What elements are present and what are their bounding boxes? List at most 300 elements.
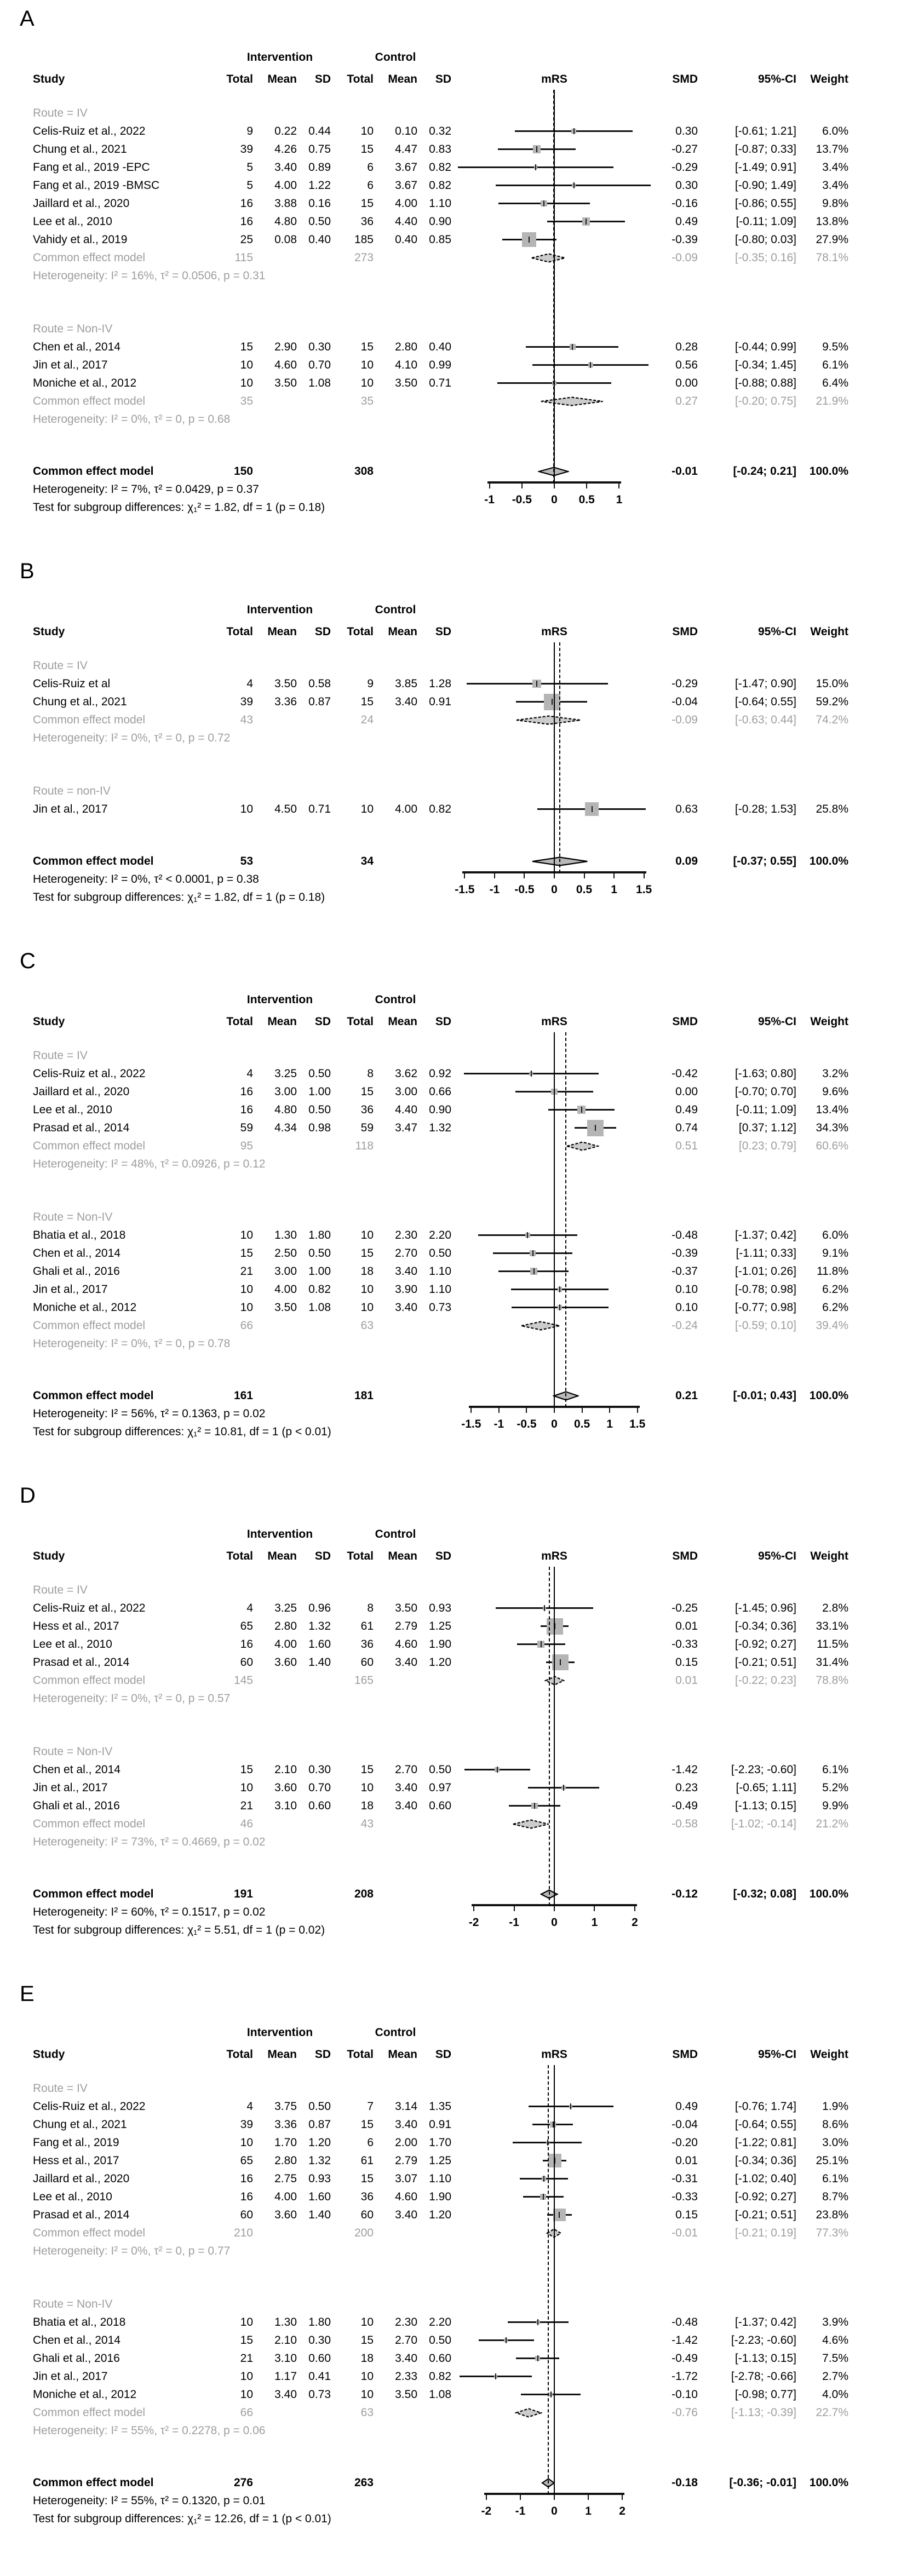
smd-value: -0.27 [672, 143, 698, 156]
header-group-row [33, 2021, 901, 2043]
ctl-total: 10 [360, 125, 374, 137]
effect-point-tick [563, 1785, 564, 1791]
overall-label: Common effect model [33, 1389, 154, 1402]
study-row [33, 338, 901, 356]
ci-value: [-0.28; 1.53] [734, 803, 796, 815]
effect-point-tick [527, 1232, 528, 1238]
int-mean: 4.00 [274, 179, 297, 192]
effect-point-tick [586, 219, 587, 225]
axis-tick [618, 481, 619, 488]
ci-value: [-2.23; -0.60] [731, 1763, 796, 1776]
int-total: 39 [240, 143, 253, 156]
int-total: 4 [246, 2100, 253, 2113]
ctl-mean: 0.40 [395, 233, 417, 246]
int-total: 4 [246, 677, 253, 690]
int-total: 5 [246, 161, 253, 174]
subgroup-test-note: Test for subgroup differences: χ₁² = 1.82, df = 1 (p = 0.18) [33, 891, 325, 904]
ctl-total: 10 [360, 1781, 374, 1794]
axis-tick-label: -1.5 [455, 883, 475, 896]
smd-value: -0.76 [672, 2406, 698, 2419]
effect-point-tick [559, 2212, 560, 2218]
col-ci: 95%-CI [757, 1549, 796, 1562]
int-total: 21 [240, 1265, 253, 1278]
study-row [33, 374, 901, 392]
int-mean: 3.40 [274, 2388, 297, 2401]
ctl-total: 15 [360, 197, 374, 210]
int-total: 191 [233, 1888, 253, 1900]
ci-value: [-0.98; 0.77] [734, 2388, 796, 2401]
axis-tick [514, 1904, 515, 1911]
ci-value: [-0.78; 0.98] [734, 1283, 796, 1296]
int-sd: 1.80 [308, 1229, 331, 1241]
smd-value: 0.51 [675, 1140, 698, 1152]
overall-effect-dashed-line [565, 1032, 566, 1407]
axis-tick-label: 1 [591, 1916, 598, 1929]
panel-body [33, 2065, 901, 2538]
subgroup-label: Route = non-IV [33, 785, 111, 797]
study-row [33, 1298, 901, 1316]
ci-value: [-1.37; 0.42] [734, 2316, 796, 2328]
smd-value: -0.10 [672, 2388, 698, 2401]
ctl-mean: 3.40 [395, 1265, 417, 1278]
ctl-mean: 2.30 [395, 1229, 417, 1241]
axis-tick [470, 1406, 472, 1413]
study-row [33, 1065, 901, 1083]
header-group-row [33, 988, 901, 1010]
ctl-mean: 3.50 [395, 377, 417, 389]
effect-point-tick [532, 1250, 533, 1256]
smd-value: -1.42 [672, 1763, 698, 1776]
weight-value: 15.0% [816, 677, 848, 690]
study-row [33, 2349, 901, 2367]
smd-value: -0.49 [672, 1799, 698, 1812]
subgroup-2 [33, 1208, 901, 1353]
ci-value: [-0.32; 0.08] [733, 1888, 796, 1900]
subgroup-name-row [33, 2079, 901, 2097]
smd-value: 0.74 [675, 1122, 698, 1134]
smd-value: -0.29 [672, 161, 698, 174]
study-row [33, 800, 901, 818]
ctl-total: 181 [354, 1389, 374, 1402]
header-column-row [33, 1545, 901, 1567]
int-sd: 0.70 [308, 359, 331, 371]
int-total: 15 [240, 1247, 253, 1260]
study-row [33, 1280, 901, 1298]
int-total: 65 [240, 1620, 253, 1632]
int-mean: 0.22 [274, 125, 297, 137]
subgroup-label: Route = Non-IV [33, 1745, 113, 1758]
subgroup-test-note: Test for subgroup differences: χ₁² = 5.51, df = 1 (p = 0.02) [33, 1924, 325, 1936]
overall-label: Common effect model [33, 1888, 154, 1900]
smd-value: -0.01 [672, 465, 698, 478]
footer-row [33, 1405, 901, 1451]
overall-heterogeneity-note: Heterogeneity: I² = 56%, τ² = 0.1363, p = 0.02 [33, 1407, 266, 1420]
int-sd: 1.60 [308, 1638, 331, 1651]
overall-summary-row [33, 1387, 901, 1405]
panel-C [0, 948, 901, 1451]
axis-tick-label: -0.5 [512, 493, 532, 506]
ctl-total: 9 [367, 677, 374, 690]
panel-label: E [20, 1982, 35, 2006]
overall-summary-row [33, 2474, 901, 2492]
col-int-sd: SD [314, 72, 331, 85]
col-weight: Weight [810, 1549, 848, 1562]
ctl-total: 24 [360, 714, 374, 726]
int-sd: 1.32 [308, 1620, 331, 1632]
header-group-row [33, 1523, 901, 1545]
subgroup-label: Route = Non-IV [33, 323, 113, 335]
ctl-total: 15 [360, 2334, 374, 2347]
overall-summary-row [33, 462, 901, 480]
study-name: Bhatia et al., 2018 [33, 2316, 126, 2328]
int-sd: 0.16 [308, 197, 331, 210]
axis-tick [486, 2493, 487, 2500]
col-weight: Weight [810, 72, 848, 85]
effect-point-tick [529, 237, 530, 243]
weight-value: 34.3% [816, 1122, 848, 1134]
ctl-total: 263 [354, 2476, 374, 2489]
axis-tick [586, 481, 587, 488]
ci-value: [-1.47; 0.90] [734, 677, 796, 690]
ci-value: [-1.49; 0.91] [734, 161, 796, 174]
x-axis [456, 1405, 653, 1451]
axis-tick-label: 1 [616, 493, 623, 506]
weight-value: 100.0% [809, 1888, 848, 1900]
axis-tick-label: 0 [551, 1418, 558, 1430]
study-row [33, 231, 901, 249]
ctl-sd: 0.82 [429, 803, 451, 815]
ctl-sd: 0.99 [429, 359, 451, 371]
ctl-mean: 2.70 [395, 2334, 417, 2347]
study-name: Chung et al., 2021 [33, 2118, 127, 2131]
footer-row [33, 480, 901, 526]
panel-body [33, 1032, 901, 1451]
ctl-sd: 0.60 [429, 1799, 451, 1812]
smd-value: -0.24 [672, 1319, 698, 1332]
axis-tick-label: 1 [611, 883, 617, 896]
study-row [33, 1262, 901, 1280]
ctl-total: 15 [360, 2172, 374, 2185]
int-mean: 3.60 [274, 2209, 297, 2221]
subgroup-summary-row [33, 1316, 901, 1335]
col-study: Study [33, 1015, 65, 1028]
ctl-total: 15 [360, 1085, 374, 1098]
overall-effect-dashed-line [548, 2065, 549, 2494]
header-column-row [33, 620, 901, 642]
col-study: Study [33, 72, 65, 85]
int-sd: 1.80 [308, 2316, 331, 2328]
col-plot-mrs: mRS [541, 2048, 567, 2061]
smd-value: -0.33 [672, 2190, 698, 2203]
ci-value: [-1.02; -0.14] [731, 1818, 796, 1830]
effect-point-tick [541, 1641, 542, 1647]
int-mean: 3.25 [274, 1067, 297, 1080]
int-sd: 1.32 [308, 2154, 331, 2167]
int-mean: 1.30 [274, 2316, 297, 2328]
ctl-total: 61 [360, 1620, 374, 1632]
int-sd: 0.87 [308, 2118, 331, 2131]
int-total: 9 [246, 125, 253, 137]
weight-value: 74.2% [816, 714, 848, 726]
ci-value: [-0.21; 0.19] [734, 2227, 796, 2239]
study-row [33, 356, 901, 374]
subgroup-1 [33, 1046, 901, 1173]
ctl-sd: 1.32 [429, 1122, 451, 1134]
int-mean: 3.25 [274, 1602, 297, 1614]
col-plot-mrs: mRS [541, 625, 567, 638]
subgroup-diamond [520, 1321, 561, 1331]
smd-value: -0.49 [672, 2352, 698, 2365]
ctl-sd: 1.10 [429, 1283, 451, 1296]
effect-point-tick [535, 164, 536, 170]
effect-point-tick [531, 1071, 532, 1077]
smd-value: 0.49 [675, 1103, 698, 1116]
subgroup-summary-row [33, 711, 901, 729]
ctl-mean: 2.80 [395, 341, 417, 353]
ctl-total: 15 [360, 2118, 374, 2131]
ctl-total: 15 [360, 1247, 374, 1260]
weight-value: 3.9% [822, 2316, 848, 2328]
weight-value: 9.5% [822, 341, 848, 353]
axis-tick-label: -2 [468, 1916, 479, 1929]
smd-value: -1.42 [672, 2334, 698, 2347]
intervention-group-header: Intervention [246, 603, 313, 616]
control-group-header: Control [375, 993, 416, 1006]
ci-value: [-0.24; 0.21] [733, 465, 796, 478]
weight-value: 6.1% [822, 1763, 848, 1776]
ctl-total: 200 [354, 2227, 374, 2239]
smd-value: 0.49 [675, 2100, 698, 2113]
col-int-mean: Mean [267, 1549, 297, 1562]
ctl-mean: 2.70 [395, 1763, 417, 1776]
ci-value: [-0.34; 1.45] [734, 359, 796, 371]
weight-value: 60.6% [816, 1140, 848, 1152]
weight-value: 5.2% [822, 1781, 848, 1794]
effect-point-tick [573, 182, 575, 188]
weight-value: 78.1% [816, 251, 848, 264]
axis-tick [524, 871, 525, 878]
weight-value: 4.6% [822, 2334, 848, 2347]
int-sd: 0.87 [308, 695, 331, 708]
study-row [33, 1101, 901, 1119]
effect-point-tick [552, 699, 553, 705]
ci-value: [-0.01; 0.43] [733, 1389, 796, 1402]
ctl-mean: 3.40 [395, 695, 417, 708]
smd-value: 0.30 [675, 125, 698, 137]
effect-point-tick [595, 1125, 596, 1131]
heterogeneity-note: Heterogeneity: I² = 0%, τ² = 0, p = 0.68 [33, 413, 231, 426]
subgroup-diamond [566, 1141, 599, 1151]
ctl-total: 36 [360, 1638, 374, 1651]
study-name: Celis-Ruiz et al [33, 677, 111, 690]
subgroup-label: Route = IV [33, 107, 88, 119]
axis-tick [494, 871, 495, 878]
overall-heterogeneity-note: Heterogeneity: I² = 55%, τ² = 0.1320, p = 0.01 [33, 2494, 266, 2507]
smd-value: -0.37 [672, 1265, 698, 1278]
summary-label: Common effect model [33, 395, 146, 407]
ctl-mean: 3.85 [395, 677, 417, 690]
ctl-mean: 3.47 [395, 1122, 417, 1134]
panel-label: D [20, 1484, 36, 1508]
weight-value: 9.8% [822, 197, 848, 210]
study-name: Ghali et al., 2016 [33, 2352, 120, 2365]
ctl-total: 10 [360, 1283, 374, 1296]
weight-value: 11.5% [817, 1638, 848, 1651]
study-name: Chen et al., 2014 [33, 341, 120, 353]
subgroup-label: Route = IV [33, 1049, 88, 1062]
summary-label: Common effect model [33, 1319, 146, 1332]
effect-point-tick [550, 2391, 552, 2397]
subgroup-heterogeneity-row [33, 1833, 901, 1851]
int-mean: 3.36 [274, 2118, 297, 2131]
ctl-sd: 0.83 [429, 143, 451, 156]
int-total: 10 [240, 359, 253, 371]
ctl-mean: 2.00 [395, 2136, 417, 2149]
study-name: Moniche et al., 2012 [33, 1301, 137, 1314]
ctl-total: 34 [360, 855, 374, 867]
col-int-mean: Mean [267, 2048, 297, 2061]
col-int-total: Total [226, 1549, 253, 1562]
ctl-total: 6 [367, 179, 374, 192]
effect-point-tick [560, 1659, 561, 1665]
ctl-mean: 3.40 [395, 2209, 417, 2221]
int-total: 39 [240, 695, 253, 708]
int-mean: 3.60 [274, 1656, 297, 1669]
weight-value: 6.1% [822, 359, 848, 371]
ctl-mean: 3.50 [395, 1602, 417, 1614]
ctl-total: 10 [360, 1229, 374, 1241]
ci-value: [-0.59; 0.10] [734, 1319, 796, 1332]
study-name: Chung et al., 2021 [33, 143, 127, 156]
footer-row [33, 870, 901, 916]
axis-tick-label: 0.5 [578, 493, 595, 506]
weight-value: 6.0% [822, 1229, 848, 1241]
subgroup-name-row [33, 2295, 901, 2313]
ctl-mean: 2.79 [395, 1620, 417, 1632]
header-group-row [33, 46, 901, 68]
ci-value: [-0.87; 0.33] [734, 143, 796, 156]
int-mean: 2.80 [274, 1620, 297, 1632]
col-smd: SMD [672, 1015, 698, 1028]
int-sd: 0.58 [308, 677, 331, 690]
ci-value: [0.37; 1.12] [738, 1122, 796, 1134]
int-total: 59 [240, 1122, 253, 1134]
study-name: Ghali et al., 2016 [33, 1799, 120, 1812]
col-int-sd: SD [314, 625, 331, 638]
ctl-mean: 4.60 [395, 2190, 417, 2203]
col-weight: Weight [810, 2048, 848, 2061]
smd-value: 0.01 [675, 1674, 698, 1687]
int-sd: 1.08 [308, 1301, 331, 1314]
summary-label: Common effect model [33, 2227, 146, 2239]
int-mean: 0.08 [274, 233, 297, 246]
smd-value: -0.01 [672, 2227, 698, 2239]
ctl-total: 273 [354, 251, 374, 264]
axis-tick-label: -1.5 [461, 1418, 481, 1430]
x-axis [456, 480, 653, 526]
smd-value: 0.00 [675, 1085, 698, 1098]
col-ctl-mean: Mean [388, 625, 417, 638]
axis-tick [584, 871, 585, 878]
ci-value: [-0.36; -0.01] [729, 2476, 796, 2489]
int-total: 150 [233, 465, 253, 478]
ctl-sd: 0.71 [429, 377, 451, 389]
smd-value: -0.48 [672, 2316, 698, 2328]
ci-value: [-0.65; 1.11] [736, 1781, 796, 1794]
int-total: 15 [240, 1763, 253, 1776]
subgroup-name-row [33, 782, 901, 800]
study-name: Lee et al., 2010 [33, 215, 112, 228]
int-total: 65 [240, 2154, 253, 2167]
ctl-total: 63 [360, 1319, 374, 1332]
subgroup-name-row [33, 104, 901, 122]
smd-value: 0.01 [675, 1620, 698, 1632]
axis-tick-label: -1 [515, 2505, 526, 2517]
col-ctl-total: Total [347, 2048, 374, 2061]
int-total: 66 [240, 1319, 253, 1332]
header-group-row [33, 599, 901, 620]
ctl-sd: 2.20 [429, 1229, 451, 1241]
summary-label: Common effect model [33, 251, 146, 264]
int-sd: 1.08 [308, 377, 331, 389]
footnotes [33, 870, 456, 906]
ctl-total: 8 [367, 1067, 374, 1080]
subgroup-heterogeneity-row [33, 2242, 901, 2260]
smd-value: 0.10 [675, 1301, 698, 1314]
col-ctl-total: Total [347, 625, 374, 638]
int-mean: 2.10 [274, 2334, 297, 2347]
col-ctl-mean: Mean [388, 1015, 417, 1028]
axis-tick-label: 0 [551, 1916, 558, 1929]
study-row [33, 176, 901, 194]
ctl-total: 35 [360, 395, 374, 407]
study-name: Prasad et al., 2014 [33, 1122, 130, 1134]
int-mean: 2.50 [274, 1247, 297, 1260]
ctl-total: 6 [367, 2136, 374, 2149]
study-name: Celis-Ruiz et al., 2022 [33, 1602, 146, 1614]
col-smd: SMD [672, 625, 698, 638]
int-mean: 3.88 [274, 197, 297, 210]
int-sd: 0.41 [308, 2370, 331, 2383]
ctl-total: 10 [360, 2316, 374, 2328]
zero-reference-line [554, 2065, 555, 2494]
ctl-total: 10 [360, 803, 374, 815]
col-ctl-sd: SD [435, 72, 451, 85]
weight-value: 13.7% [816, 143, 848, 156]
col-ci: 95%-CI [757, 2048, 796, 2061]
effect-point-tick [506, 2337, 507, 2343]
weight-value: 13.4% [816, 1103, 848, 1116]
subgroup-2 [33, 782, 901, 818]
weight-value: 31.4% [816, 1656, 848, 1669]
ctl-sd: 0.85 [429, 233, 451, 246]
footnotes [33, 1405, 456, 1441]
study-row [33, 1119, 901, 1137]
col-int-sd: SD [314, 1549, 331, 1562]
int-total: 16 [240, 197, 253, 210]
weight-value: 4.0% [822, 2388, 848, 2401]
int-mean: 3.00 [274, 1085, 297, 1098]
subgroup-label: Route = Non-IV [33, 1211, 113, 1223]
ci-value: [-1.63; 0.80] [734, 1067, 796, 1080]
study-name: Ghali et al., 2016 [33, 1265, 120, 1278]
heterogeneity-note: Heterogeneity: I² = 48%, τ² = 0.0926, p = 0.12 [33, 1158, 266, 1170]
weight-value: 2.7% [822, 2370, 848, 2383]
subgroup-label: Route = Non-IV [33, 2298, 113, 2310]
panel-body [33, 90, 901, 526]
panel-label: A [20, 7, 35, 31]
axis-tick-label: 2 [619, 2505, 625, 2517]
